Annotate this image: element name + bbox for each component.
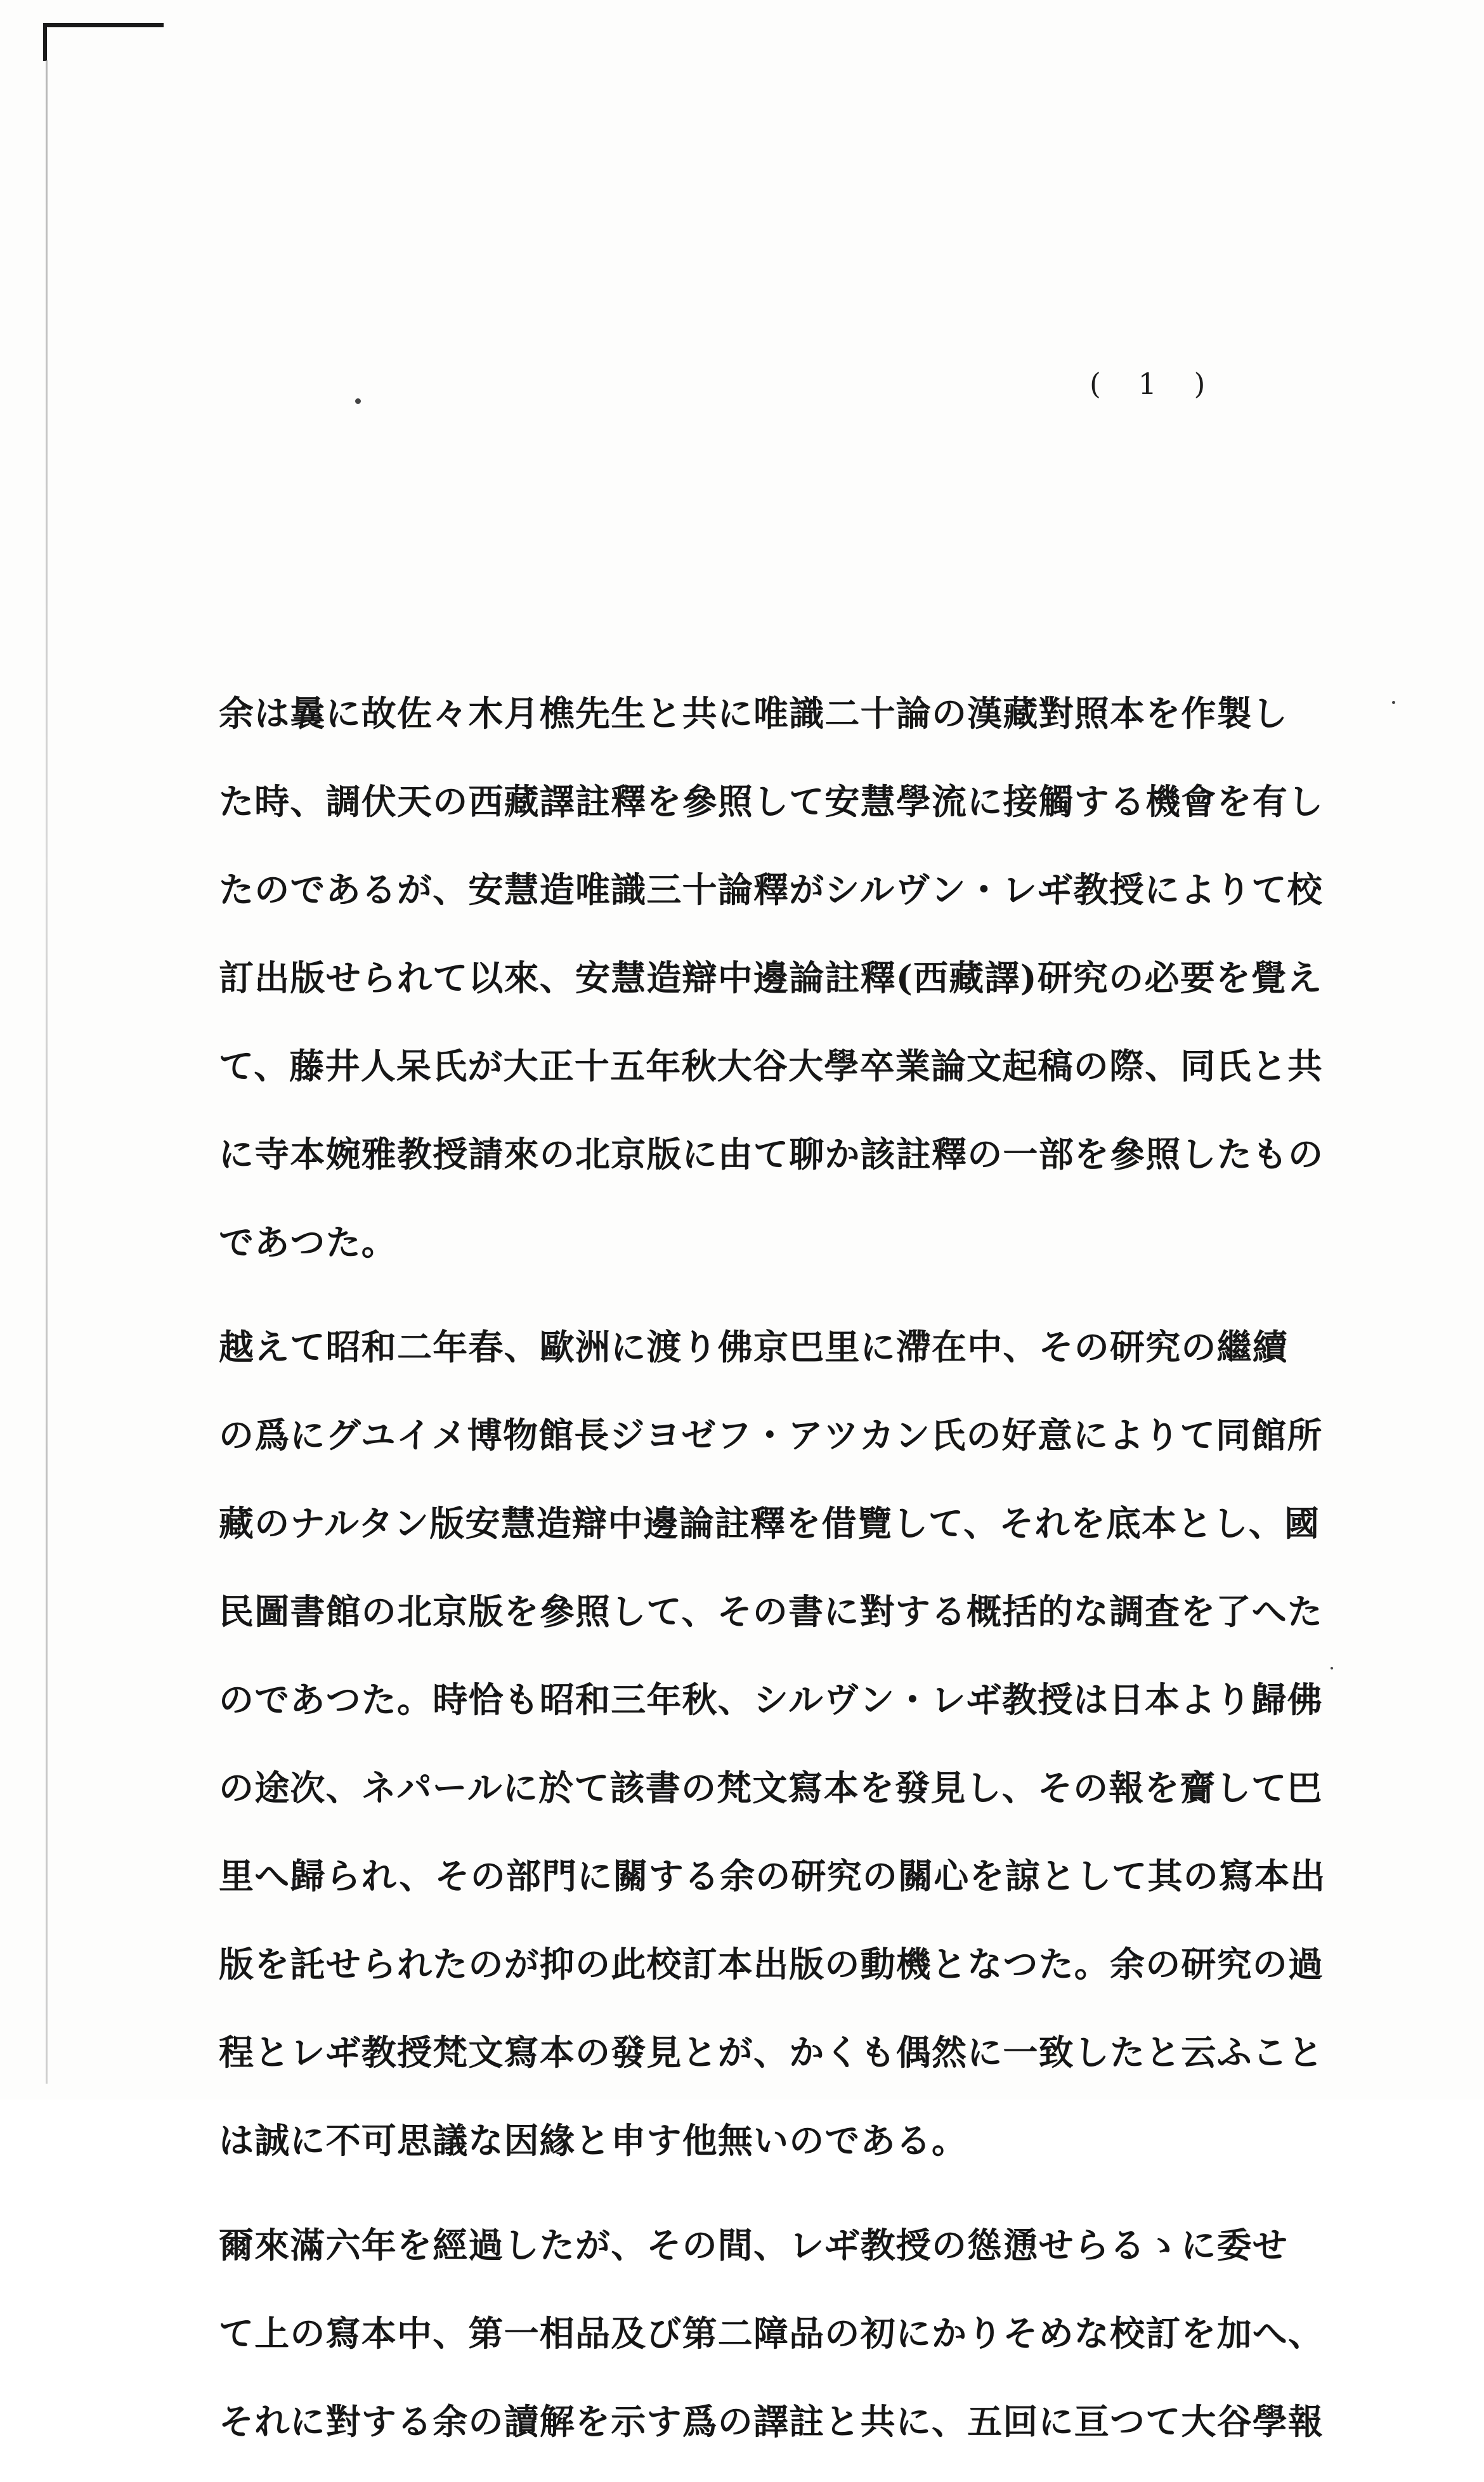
text-line: て、藤井人呆氏が大正十五年秋大谷大學卒業論文起稿の際、同氏と共 xyxy=(219,1045,1324,1087)
paragraph xyxy=(219,669,1324,1286)
scan-speck xyxy=(1392,701,1395,704)
text-line: 爾來滿六年を經過したが、その間、レヸ教授の慫慂せらるゝに委せ xyxy=(219,2224,1289,2266)
text-line: 越えて昭和二年春、歐洲に渡り佛京巴里に滯在中、その研究の繼續 xyxy=(219,1326,1289,1368)
scan-speck xyxy=(1331,1667,1333,1669)
text-line: それに對する余の讀解を示す爲の譯註と共に、五回に亘つて大谷學報 xyxy=(219,2401,1324,2442)
paragraph xyxy=(219,1303,1326,2185)
scan-edge-line xyxy=(46,60,48,2084)
text-line: の爲にグユイメ博物館長ジヨゼフ・アツカン氏の好意によりて同館所 xyxy=(219,1414,1323,1456)
text-line: であつた。 xyxy=(219,1222,398,1263)
text-line: に寺本婉雅教授請來の北京版に由て聊か該註釋の一部を參照したもの xyxy=(219,1133,1324,1175)
text-line: 余は曩に故佐々木月樵先生と共に唯識二十論の漢藏對照本を作製し xyxy=(219,693,1289,734)
text-line: のであつた。時恰も昭和三年秋、シルヴン・レヸ教授は日本より歸佛 xyxy=(219,1679,1323,1720)
text-line: 程とレヸ教授梵文寫本の發見とが、かくも偶然に一致したと云ふこと xyxy=(219,2032,1324,2073)
text-line: 訂出版せられて以來、安慧造辯中邊論註釋(西藏譯)研究の必要を覺え xyxy=(219,957,1323,998)
scan-corner-mark xyxy=(43,23,164,61)
text-line: たのであるが、安慧造唯識三十論釋がシルヴン・レヸ教授によりて校 xyxy=(219,869,1323,910)
text-line: の途次、ネパールに於て該書の梵文寫本を發見し、その報を齎して巴 xyxy=(219,1767,1323,1808)
text-line: た時、調伏天の西藏譯註釋を參照して安慧學流に接觸する機會を有し xyxy=(219,781,1324,822)
text-line: 藏のナルタン版安慧造辯中邊論註釋を借覽して、それを底本とし、國 xyxy=(219,1503,1320,1544)
scan-speck xyxy=(355,398,361,404)
page-number: ( 1 ) xyxy=(1090,367,1220,401)
paragraph xyxy=(219,2201,1324,2466)
text-line: 里へ歸られ、その部門に關する余の研究の關心を諒として其の寫本出 xyxy=(219,1855,1326,1897)
text-line: は誠に不可思議な因緣と申す他無いのである。 xyxy=(219,2120,968,2161)
text-line: 民圖書館の北京版を參照して、その書に對する概括的な調査を了へた xyxy=(219,1591,1324,1632)
text-line: て上の寫本中、第一相品及び第二障品の初にかりそめな校訂を加へ、 xyxy=(219,2313,1324,2354)
body-text xyxy=(219,669,1326,2482)
text-line: 版を託せられたのが抑の此校訂本出版の動機となつた。余の研究の過 xyxy=(219,1943,1324,1985)
